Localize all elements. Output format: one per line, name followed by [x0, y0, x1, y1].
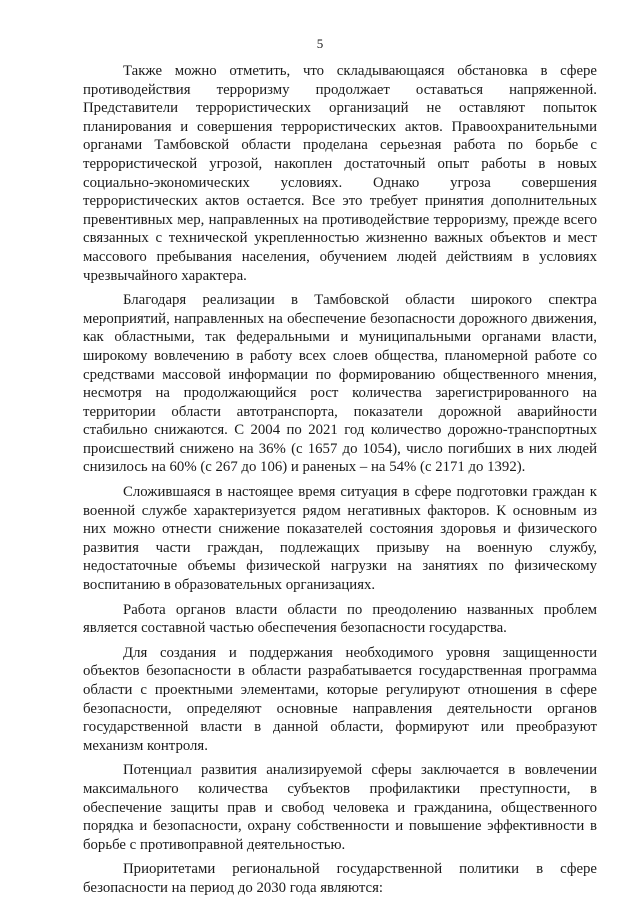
paragraph-authorities-work: Работа органов власти области по преодолению названных проблем является составной частью обеспечения безопасности государства.	[83, 601, 597, 637]
paragraph-road-safety: Благодаря реализации в Тамбовской области широкого спектра мероприятий, направленных на обеспечение безопасности дорожного движения, как областными, так федеральными и муниципальными органами власти, широкому вовлечению в работу всех слоев общества, планомерной работе со средствами массовой информации по формированию общественного мнения, несмотря на продолжающийся рост количества зарегистрированного на территории области автотранспорта, показатели дорожной аварийности стабильно снижаются. С 2004 по 2021 год количество дорожно-транспортных происшествий снижено на 36% (с 1657 до 1054), число погибших в них людей снизилось на 60% (с 267 до 106) и раненых – на 54% (с 2171 до 1392).	[83, 292, 597, 476]
paragraph-military-service: Сложившаяся в настоящее время ситуация в сфере подготовки граждан к военной службе характеризуется рядом негативных факторов. К основным из них можно отнести снижение показателей состояния здоровья и физического развития части граждан, подлежащих призыву на военную службу, недостаточные объемы физической нагрузки на занятиях по физическому воспитанию в образовательных организациях.	[83, 484, 597, 594]
page-number: 5	[316, 36, 324, 51]
document-body	[83, 62, 597, 904]
paragraph-state-program: Для создания и поддержания необходимого уровня защищенности объектов безопасности в области разрабатывается государственная программа области с проектными элементами, которые регулируют отношения в сфере безопасности, определяют основные направления деятельности органов государственной власти в данной области, формируют или преобразуют механизм контроля.	[83, 644, 597, 754]
paragraph-priorities: Приоритетами региональной государственной политики в сфере безопасности на период до 2030 года являются:	[83, 861, 597, 896]
paragraph-development-potential: Потенциал развития анализируемой сферы заключается в вовлечении максимального количества субъектов профилактики преступности, в обеспечение защиты прав и свобод человека и гражданина, общественного порядка и безопасности, охрану собственности и повышение эффективности в борьбе с противоправной деятельностью.	[83, 762, 597, 853]
paragraph-terrorism: Также можно отметить, что складывающаяся обстановка в сфере противодействия терроризму продолжает оставаться напряженной. Представители террористических организаций не оставляют попыток планирования и совершения террористических актов. Правоохранительными органами Тамбовской области проделана серьезная работа по борьбе с террористической угрозой, накоплен достаточный опыт работы в новых социально-экономических условиях. Однако угроза совершения террористических актов остается. Все это требует принятия дополнительных превентивных мер, направленных на противодействие терроризму, прежде всего связанных с технической укрепленностью жизненно важных объектов и мест массового пребывания населения, обучением людей действиям в условиях чрезвычайного характера.	[83, 63, 597, 284]
